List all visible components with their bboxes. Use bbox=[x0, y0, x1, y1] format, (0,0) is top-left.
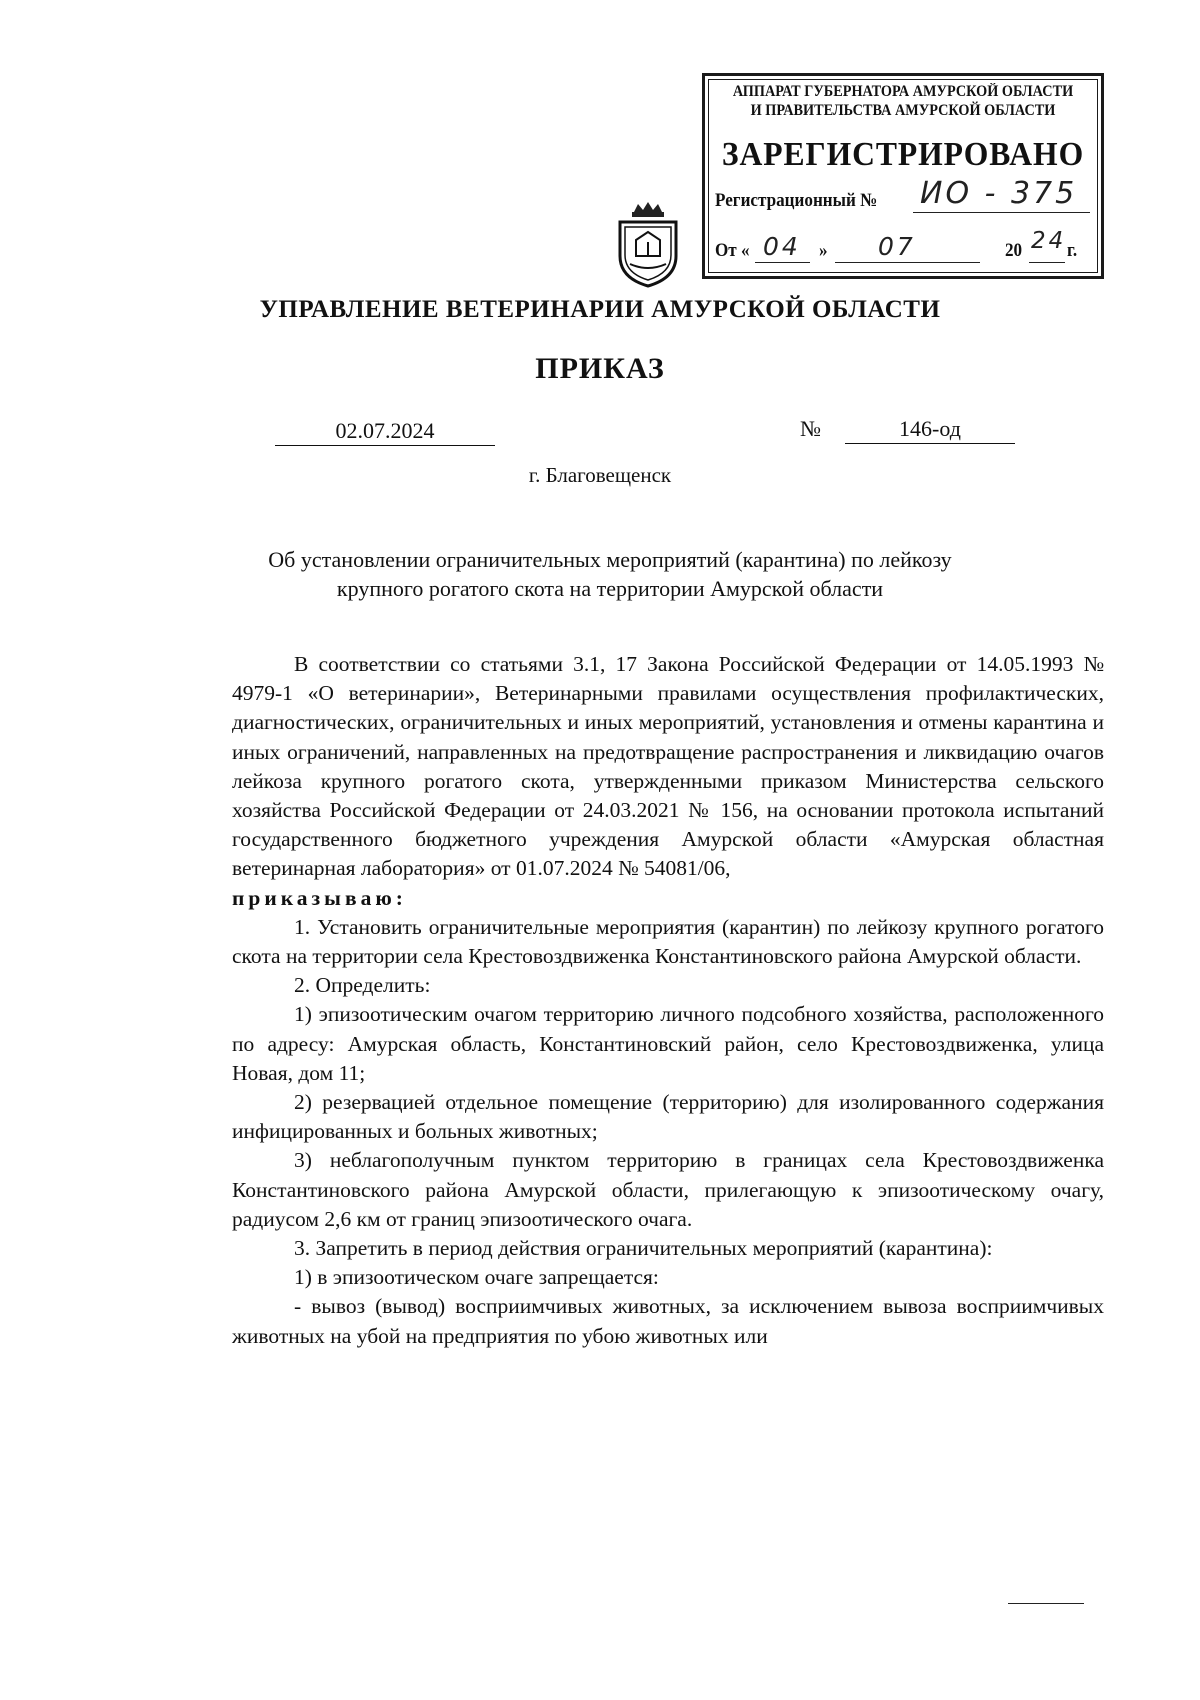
registration-stamp bbox=[702, 73, 1104, 279]
item-2-1: 1) эпизоотическим очагом территорию личного подсобного хозяйства, расположенного по адресу: Амурская область, Константиновский район, село Крестовоздвиженка, улица Новая, дом 11; bbox=[232, 1002, 1104, 1085]
subject-line2: крупного рогатого скота на территории Амурской области bbox=[336, 576, 884, 601]
stamp-date-prefix: От « bbox=[715, 240, 750, 261]
page-footer-line bbox=[1008, 1603, 1084, 1604]
order-word-paragraph bbox=[232, 884, 1104, 913]
item-3-1: 1) в эпизоотическом очаге запрещается: bbox=[294, 1265, 659, 1290]
stamp-registration-row bbox=[715, 176, 1090, 216]
item-2-2: 2) резервацией отдельное помещение (территорию) для изолированного содержания инфицированных и больных животных; bbox=[232, 1090, 1104, 1144]
item-2: 2. Определить: bbox=[294, 973, 431, 998]
stamp-date-mid: » bbox=[819, 240, 828, 261]
preamble-paragraph: В соответствии со статьями 3.1, 17 Закона Российской Федерации от 14.05.1993 № 4979-1 «О ветеринарии», Ветеринарными правилами осуществления профилактических, диагностических, ограничительных и иных мероприятий, установления и отмены карантина и иных ограничений, направленных на предотвращение распространения и ликвидацию очагов лейкоза крупного рогатого скота, утвержденными приказом Министерства сельского хозяйства Российской Федерации от 24.03.2021 № 156, на основании протокола испытаний государственного бюджетного учреждения Амурской области «Амурская областная ветеринарная лаборатория» от 01.07.2024 № 54081/06, bbox=[232, 652, 1104, 881]
document-number: 146-од bbox=[845, 416, 1015, 444]
stamp-organization bbox=[721, 82, 1085, 120]
document-city: г. Благовещенск bbox=[528, 463, 672, 487]
stamp-day: 04 bbox=[763, 232, 801, 261]
item-3: 3. Запретить в период действия ограничительных мероприятий (карантина): bbox=[294, 1236, 993, 1261]
order-word: приказываю: bbox=[232, 885, 407, 910]
item-1: 1. Установить ограничительные мероприятия (карантин) по лейкозу крупного рогатого скота на территории села Крестовоздвиженка Константиновского района Амурской области. bbox=[232, 914, 1104, 969]
subject-line1: Об установлении ограничительных мероприятий (карантина) по лейкозу bbox=[268, 547, 952, 572]
document-body bbox=[232, 650, 1104, 1351]
stamp-reg-underline bbox=[913, 212, 1090, 213]
stamp-year-prefix: 20 bbox=[1005, 240, 1023, 261]
stamp-year-underline bbox=[1029, 262, 1065, 263]
item-3-1-a: - вывоз (вывод) восприимчивых животных, за исключением вывоза восприимчивых животных на убой на предприятия по убою животных или bbox=[232, 1294, 1104, 1348]
stamp-month-underline bbox=[835, 262, 980, 263]
stamp-day-underline bbox=[755, 262, 810, 263]
stamp-month: 07 bbox=[878, 232, 916, 261]
document-type: ПРИКАЗ bbox=[535, 352, 665, 385]
stamp-org-line1: АППАРАТ ГУБЕРНАТОРА АМУРСКОЙ ОБЛАСТИ bbox=[732, 83, 1074, 100]
stamp-year-end: г. bbox=[1067, 240, 1078, 261]
document-number-label: № bbox=[800, 416, 821, 441]
emblem-icon bbox=[612, 198, 684, 288]
stamp-date-row bbox=[715, 228, 1093, 266]
stamp-year-suffix: 24 bbox=[1031, 228, 1067, 254]
stamp-reg-label: Регистрационный № bbox=[715, 190, 878, 211]
stamp-org-line2: И ПРАВИТЕЛЬСТВА АМУРСКОЙ ОБЛАСТИ bbox=[750, 102, 1056, 119]
document-subject bbox=[250, 545, 970, 603]
item-2-3: 3) неблагополучным пунктом территорию в границах села Крестовоздвиженка Константиновского района Амурской области, прилегающую к эпизоотическому очагу, радиусом 2,6 км от границ эпизоотического очага. bbox=[232, 1148, 1104, 1231]
stamp-reg-number: ИО - 375 bbox=[920, 176, 1078, 211]
organization-title: УПРАВЛЕНИЕ ВЕТЕРИНАРИИ АМУРСКОЙ ОБЛАСТИ bbox=[259, 296, 941, 323]
stamp-status: ЗАРЕГИСТРИРОВАНО bbox=[721, 136, 1085, 173]
document-date: 02.07.2024 bbox=[275, 418, 495, 446]
